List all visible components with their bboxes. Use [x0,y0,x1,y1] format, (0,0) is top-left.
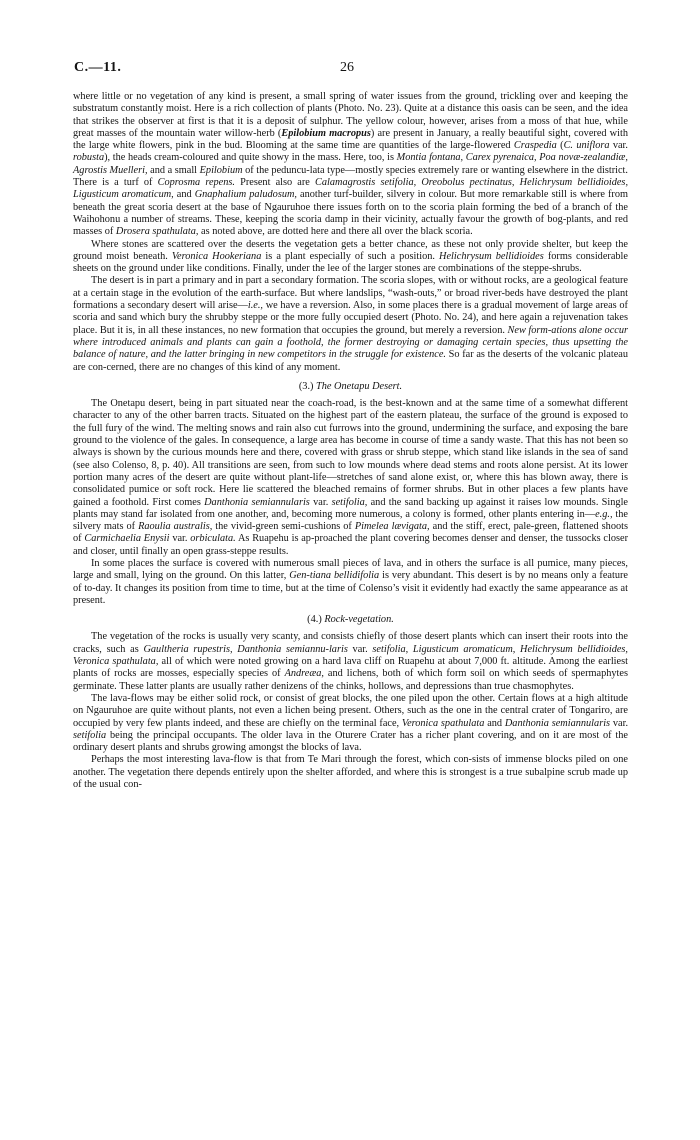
paragraph-oasis: where little or no vegetation of any kind is present, a small spring of water issues from the ground, trickling over and keeping the substratum constantly moist. Here is a rich collection of plants (Photo. No. 23). Quite at a distance this oasis can be seen, and the idea that strikes the observer at first is that it is a deposit of sulphur. The yellow colour, however, arises from a moss of that hue, while great masses of the mountain water willow-herb (Epilobium macropus) are present in January, a really beautiful sight, covered with the large white flowers, pink in the bud. Blooming at the same time are quantities of the large-flowered Craspedia (C. uniflora var. robusta), the heads cream-coloured and quite showy in the mass. Here, too, is Montia fontana, Carex pyrenaica, Poa novæ-zealandiæ, Agrostis Muelleri, and a small Epilobium of the peduncu-lata type—mostly species extremely rare or wanting elsewhere in the district. There is a turf of Coprosma repens. Present also are Calamagrostis setifolia, Oreobolus pectinatus, Helichrysum bellidioides, Ligusticum aromaticum, and Gnaphalium paludosum, another turf-builder, silvery in colour. But more remarkable still is where from beneath the great scoria desert at the base of Ngauruhoe there issues forth on to the scoria plain forming the bed of a branch of the Waihohonu a number of streams. These, keeping the scoria damp in their vicinity, actually favour the growth of bog-plants, and red masses of Drosera spathulata, as noted above, are dotted here and there all over the black scoria. [73,91,629,238]
paragraph-lava-flows: The lava-flows may be either solid rock, or consist of great blocks, the one piled upon the other. Certain flows at a high altitude on Ngauruhoe are quite without plants, not even a lichen being present. Others, such as the one in the central crater of Tongariro, are occupied by very few plants indeed, and these are chiefly on the terminal face, Veronica spathulata and Danthonia semiannularis var. setifolia being the principal occupants. The older lava in the Oturere Crater has a richer plant covering, and on it are most of the ordinary desert plants and shrubs growing amongst the blocks of lava. [73,692,629,754]
paragraph-stones: Where stones are scattered over the deserts the vegetation gets a better chance, as these not only provide shelter, but keep the ground moist beneath. Veronica Hookeriana is a plant especially of such a position. Helichrysum bellidioides forms considerable sheets on the ground under like conditions. Finally, under the lee of the larger stones are combinations of the steppe-shrubs. [73,238,628,275]
document-reference: C.—11. [74,60,122,75]
paragraph-onetapu: The Onetapu desert, being in part situated near the coach-road, is the best-known and at the same time of a somewhat different character to any of the other barren tracts. Situated on the highest part of the eastern plateau, the surface of the ground is exposed to the full fury of the wind. The melting snows and rain also cut furrows into the ground, undermining the surface, and exposing the bare ground to the violence of the gales. In consequence, a large area has become in course of time a sandy waste. That this has not been so always is shown by the curious mounds here and there, covered with grass or shrub steppe, which stand like islands in the sea of sand (see also Colenso, 8, p. 40). All transitions are seen, from such to low mounds where dead stems and roots alone persist. At its lower portion many acres of the desert are quite without plant-life—stretches of sand alone exist, or, where this has blown away, there is consolidated pumice or soft rock. Here lie scattered the bleached remains of former shrubs. But in other places a few plants have gained a foothold. First comes Danthonia semiannularis var. setifolia, and the sand backing up against it raises low mounds. Single plants may stand far isolated from one another, and, becoming more numerous, a colony is formed, other plants entering in—e.g., the silvery mats of Raoulia australis, the vivid-green semi-cushions of Pimelea lævigata, and the stiff, erect, pale-green, flattened shoots of Carmichaelia Enysii var. orbiculata. As Ruapehu is ap-proached the plant covering becomes denser and denser, the tussocks closer and closer, until finally an open grass-steppe results. [73,398,628,557]
paragraph-desert-formation: The desert is in part a primary and in part a secondary formation. The scoria slopes, with or without rocks, are a geological feature at a certain stage in the evolution of the earth-surface. But where landslips, “wash-outs,” or broad river-beds have destroyed the plant formations a secondary desert will arise—i.e., we have a reversion. Also, in some places there is a gradual movement of large areas of scoria and sand which bury the shrubby steppe or the more fully occupied desert (Photo. No. 24), and here again a rejuvenation takes place. But it is, in all these instances, no new formation that occupies the ground, but merely a reversion. New form-ations alone occur where introduced animals and plants can gain a foothold, the former destroying or damaging certain species, thus upsetting the balance of nature, and the latter bringing in new competitors in the struggle for existence. So far as the deserts of the volcanic plateau are con-cerned, there are no changes of this kind of any moment. [73,275,628,373]
section-heading-onetapu: (3.) The Onetapu Desert. [298,380,403,392]
paragraph-surface: In some places the surface is covered with numerous small pieces of lava, and in others the surface is all pumice, many pieces, large and small, lying on the ground. On this latter, Gen-tiana bellidifolia is very abundant. This desert is by no means only a feature of to-day. It changes its position from time to time, but at the time of Colenso’s visit it evidently had exactly the same appearance as at present. [73,557,629,606]
page-number: 26 [340,60,354,75]
paragraph-rock-vegetation: The vegetation of the rocks is usually very scanty, and consists chiefly of those desert plants which can insert their roots into the cracks, such as Gaultheria rupestris, Danthonia semiannu-laris var. setifolia, Ligusticum aromaticum, Helichrysum bellidioides, Veronica spathulata, all of which were noted growing on a hard lava cliff on Ruapehu at about 7,000 ft. altitude. Among the earliest plants of rocks are mosses, especially species of Andreæa, and lichens, both of which form soil on which seeds of spermaphytes germinate. These latter plants are usually rather denizens of the chinks, hollows, and depressions than true chasmophytes. [73,631,628,692]
body-text [73,91,628,791]
paragraph-te-mari: Perhaps the most interesting lava-flow is that from Te Mari through the forest, which con-sists of immense blocks piled on one another. The vegetation there depends entirely upon the shelter afforded, and where this is strongest is a true subalpine scrub made up of the usual con- [73,754,628,791]
section-heading-rock-vegetation: (4.) Rock-vegetation. [307,614,394,626]
